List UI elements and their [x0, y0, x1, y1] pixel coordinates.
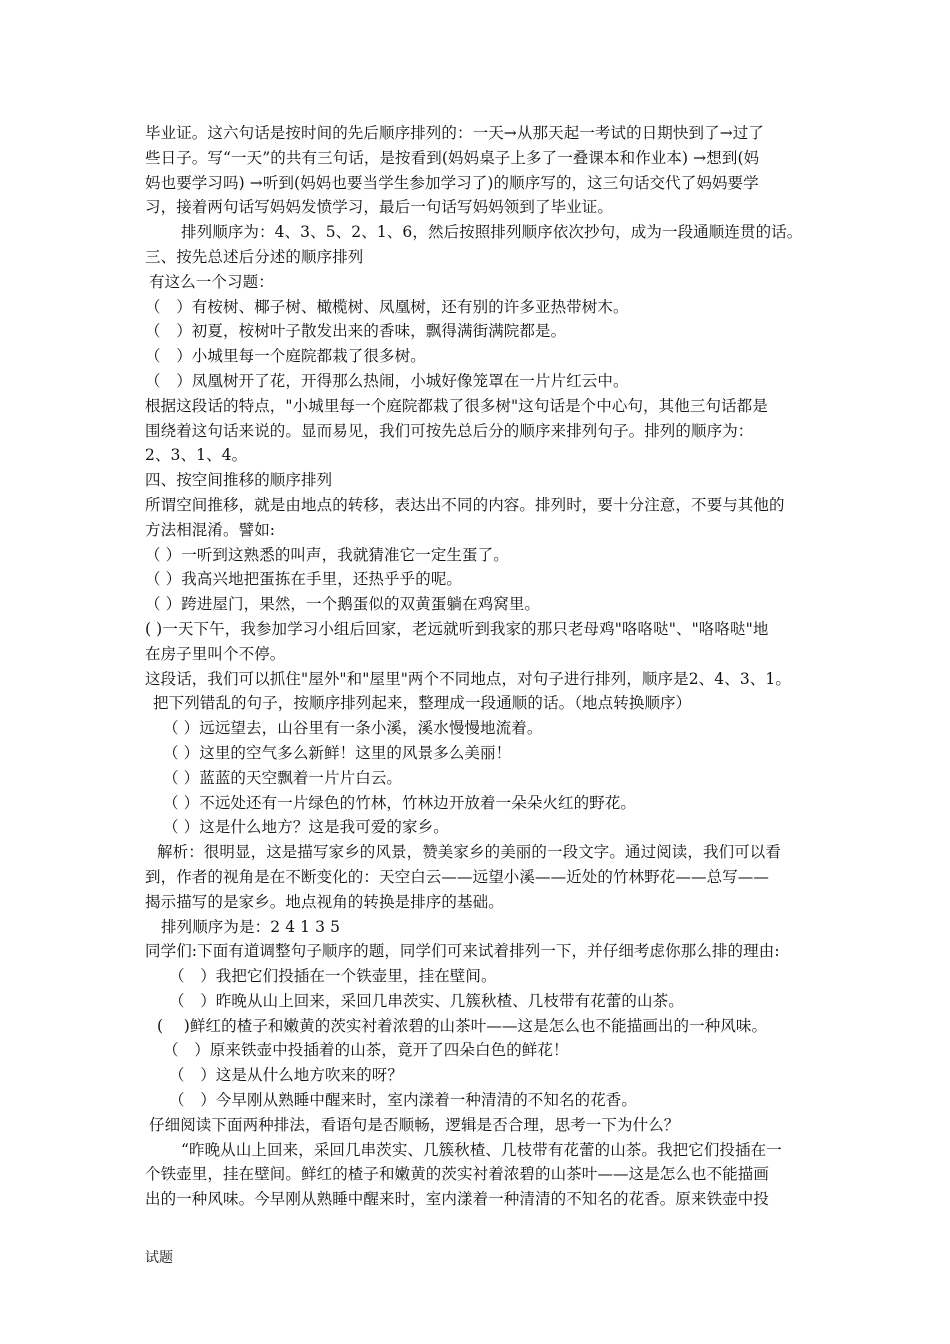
text-line: （ ）远远望去，山谷里有一条小溪，溪水慢慢地流着。: [163, 719, 543, 738]
text-line: （ ）这是什么地方？这是我可爱的家乡。: [163, 818, 449, 837]
text-line: （ ）跨进屋门，果然，一个鹅蛋似的双黄蛋躺在鸡窝里。: [145, 595, 541, 614]
text-line: 妈也要学习吗) →听到(妈妈也要当学生参加学习了)的顺序写的，这三句话交代了妈妈要学: [145, 173, 759, 192]
text-line: “昨晚从山上回来，采回几串茨实、几簇秋楂、几枝带有花蕾的山茶。我把它们投插在一: [181, 1140, 782, 1159]
text-line: （ ）这里的空气多么新鲜！这里的风景多么美丽！: [163, 743, 512, 762]
text-line: （ ）不远处还有一片绿色的竹林，竹林边开放着一朵朵火红的野花。: [163, 793, 637, 812]
text-line: ( )鲜红的楂子和嫩黄的茨实衬着浓碧的山茶叶——这是怎么也不能描画出的一种风味。: [157, 1016, 768, 1035]
text-line: （ ）一听到这熟悉的叫声，我就猜准它一定生蛋了。: [145, 545, 509, 564]
text-line: 毕业证。这六句话是按时间的先后顺序排列的：一天→从那天起一考试的日期快到了→过了: [145, 124, 764, 142]
text-line: （ ）小城里每一个庭院都栽了很多树。: [145, 347, 426, 366]
text-line: 根据这段话的特点，"小城里每一个庭院都栽了很多树"这句话是个中心句，其他三句话都是: [145, 396, 768, 415]
text-line: 排列顺序为是：2 4 1 3 5: [161, 917, 341, 936]
page-footer: 试题: [145, 1250, 173, 1266]
text-line: 揭示描写的是家乡。地点视角的转换是排序的基础。: [145, 892, 504, 911]
text-line: 2、3、1、4。: [145, 446, 248, 465]
text-line: （ ）我把它们投插在一个铁壶里，挂在壁间。: [169, 967, 497, 986]
text-line: 个铁壶里，挂在壁间。鲜红的楂子和嫩黄的茨实衬着浓碧的山茶叶——这是怎么也不能描画: [145, 1165, 770, 1184]
text-line: （ ）今早刚从熟睡中醒来时，室内漾着一种清清的不知名的花香。: [169, 1091, 638, 1110]
text-line: （ ）有桉树、椰子树、橄榄树、凤凰树，还有别的许多亚热带树木。: [145, 297, 629, 316]
text-line: 习，接着两句话写妈妈发愤学习，最后一句话写妈妈领到了毕业证。: [145, 198, 614, 217]
text-line: 到，作者的视角是在不断变化的：天空白云——远望小溪——近处的竹林野花——总写——: [145, 867, 770, 886]
text-line: 四、按空间推移的顺序排列: [145, 471, 333, 490]
text-line: ( )一天下午，我参加学习小组后回家，老远就听到我家的那只老母鸡"咯咯哒"、"咯咯哒"地: [145, 619, 769, 638]
text-line: 解析：很明显，这是描写家乡的风景，赞美家乡的美丽的一段文字。通过阅读，我们可以看: [157, 843, 782, 862]
text-line: 围绕着这句话来说的。显而易见，我们可按先总后分的顺序来排列句子。排列的顺序为：: [145, 421, 754, 440]
text-line: （ ）这是从什么地方吹来的呀？: [169, 1066, 404, 1085]
text-line: 把下列错乱的句子，按顺序排列起来，整理成一段通顺的话。（地点转换顺序）: [153, 694, 692, 713]
text-line: （ ）我高兴地把蛋拣在手里，还热乎乎的呢。: [145, 570, 463, 589]
text-line: 三、按先总述后分述的顺序排列: [145, 247, 364, 266]
text-line: 有这么一个习题：: [149, 272, 274, 291]
text-line: 仔细阅读下面两种排法，看语句是否顺畅，逻辑是否合理，思考一下为什么？: [149, 1115, 680, 1134]
text-line: 方法相混淆。譬如:: [145, 520, 276, 539]
text-line: （ ）蓝蓝的天空飘着一片片白云。: [163, 768, 403, 787]
text-line: 这段话，我们可以抓住"屋外"和"屋里"两个不同地点，对句子进行排列，顺序是2、4、3、1。: [145, 669, 791, 688]
text-line: （ ）初夏，桉树叶子散发出来的香味，飘得满街满院都是。: [145, 322, 567, 341]
text-line: （ ）原来铁壶中投插着的山茶，竟开了四朵白色的鲜花！: [163, 1041, 569, 1060]
text-line: 所谓空间推移，就是由地点的转移，表达出不同的内容。排列时，要十分注意，不要与其他的: [145, 495, 785, 514]
text-line: 同学们:下面有道调整句子顺序的题，同学们可来试着排列一下，并仔细考虑你那么排的理由:: [145, 942, 780, 961]
text-line: （ ）昨晚从山上回来，采回几串茨实、几簇秋楂、几枝带有花蕾的山茶。: [169, 991, 684, 1010]
text-line: 些日子。写“一天”的共有三句话，是按看到(妈妈桌子上多了一叠课本和作业本) →想到(妈: [145, 148, 760, 167]
document-body: [145, 121, 810, 1212]
text-line: （ ）凤凰树开了花，开得那么热闹，小城好像笼罩在一片片红云中。: [145, 371, 629, 390]
text-line: 出的一种风味。今早刚从熟睡中醒来时，室内漾着一种清清的不知名的花香。原来铁壶中投: [145, 1190, 770, 1209]
text-line: 排列顺序为：4、3、5、2、1、6，然后按照排列顺序依次抄句，成为一段通顺连贯的话。: [181, 223, 803, 242]
text-line: 在房子里叫个不停。: [145, 644, 286, 663]
